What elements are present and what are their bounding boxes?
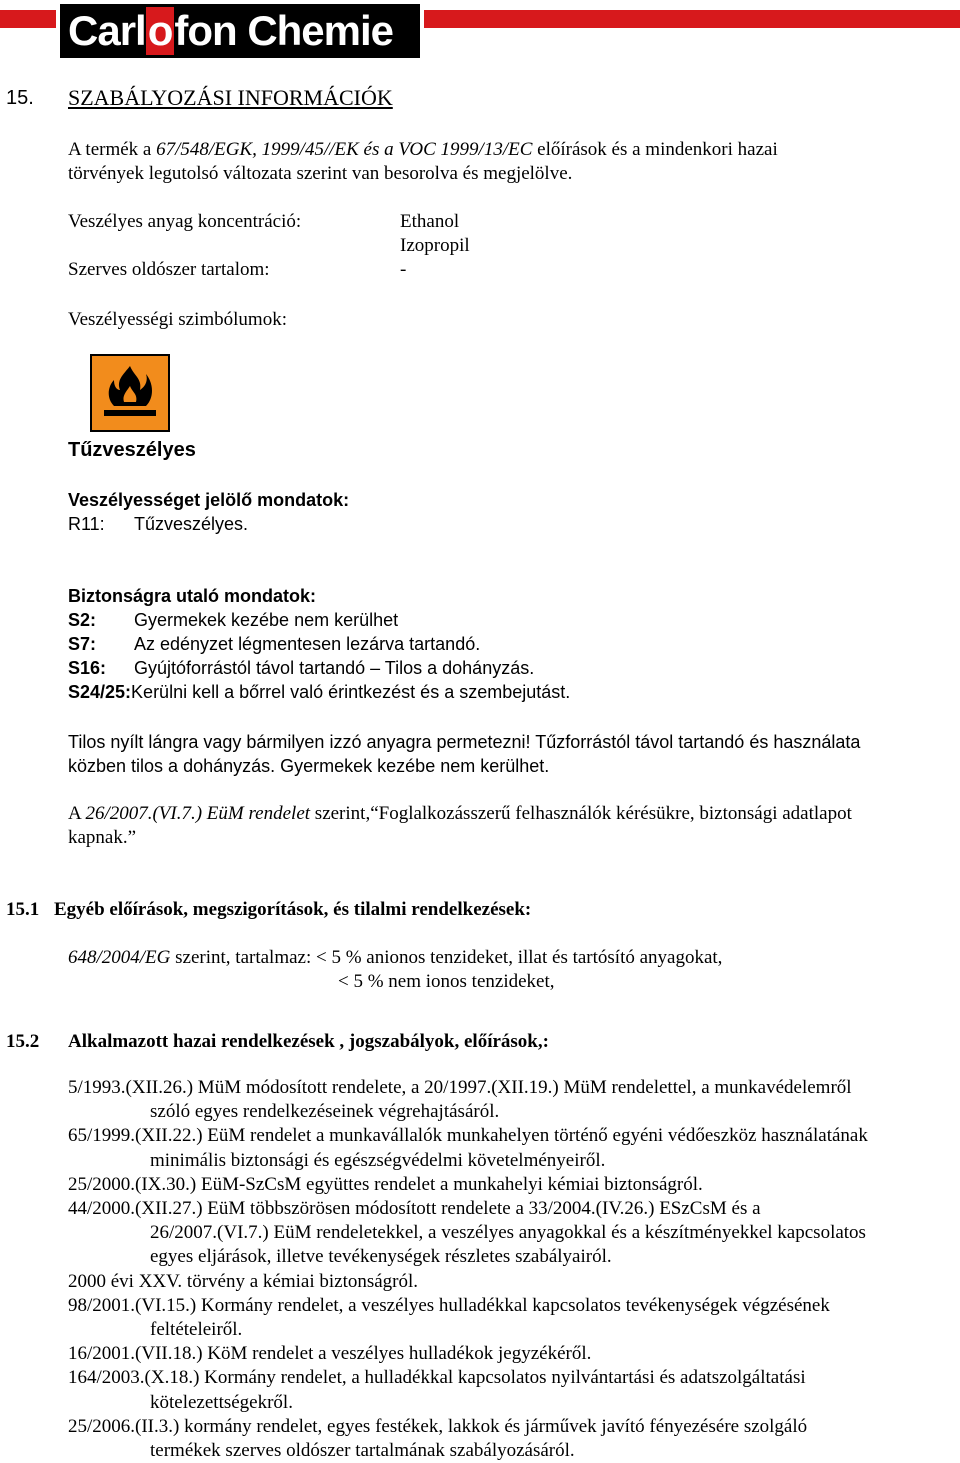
law-list-line: szóló egyes rendelkezéseinek végrehajtásáról. bbox=[150, 1101, 500, 1123]
s-phrase-code: S2: bbox=[68, 610, 97, 630]
law-list-line: 25/2006.(II.3.) kormány rendelet, egyes festékek, lakkok és járművek javító fényezésére szolgáló bbox=[68, 1415, 808, 1437]
s-phrase-s16 bbox=[68, 656, 534, 680]
law-list-line: termékek szerves oldószer tartalmának szabályozásáról. bbox=[150, 1440, 575, 1461]
decree-line-2: kapnak.” bbox=[68, 827, 137, 848]
s-phrase-text: Gyújtóforrástól távol tartandó – Tilos a dohányzás. bbox=[134, 658, 535, 678]
logo-text-pre: Carl bbox=[68, 7, 146, 54]
s-phrase-code: S16: bbox=[68, 658, 107, 678]
r-phrases-title: Veszélyességet jelölő mondatok: bbox=[68, 490, 350, 510]
decree-reference: 26/2007.(VI.7.) EüM rendelet bbox=[85, 803, 311, 824]
law-list-line: 2000 évi XXV. törvény a kémiai biztonságról. bbox=[68, 1270, 419, 1292]
company-logo bbox=[60, 4, 420, 58]
solvent-label: Szerves oldószer tartalom: bbox=[68, 259, 270, 280]
s-phrase-s24-25 bbox=[68, 680, 570, 704]
intro-post: előírások és a mindenkori hazai bbox=[532, 139, 778, 160]
header-bar-left bbox=[0, 10, 56, 28]
sub1-line-1 bbox=[68, 946, 722, 970]
s-phrase-s2 bbox=[68, 608, 398, 632]
concentration-value-2: Izopropil bbox=[400, 235, 470, 256]
section-title: SZABÁLYOZÁSI INFORMÁCIÓK bbox=[68, 85, 393, 110]
law-list-line: 16/2001.(VII.18.) KöM rendelet a veszélyes hulladékok jegyzékéről. bbox=[68, 1343, 592, 1365]
decree-post: szerint,“Foglalkozásszerű felhasználók kérésükre, biztonsági adatlapot bbox=[310, 803, 852, 824]
s-phrase-text: Az edényzet légmentesen lezárva tartandó. bbox=[134, 634, 481, 654]
law-list-line: 98/2001.(VI.15.) Kormány rendelet, a veszélyes hulladékkal kapcsolatos tevékenységek végzésének bbox=[68, 1294, 830, 1316]
intro-line-1 bbox=[68, 138, 778, 162]
law-list-line: 5/1993.(XII.26.) MüM módosított rendelete, a 20/1997.(XII.19.) MüM rendelettel, a munkavédelemről bbox=[68, 1077, 852, 1098]
logo-text-o: o bbox=[147, 7, 173, 54]
warning-line-2: közben tilos a dohányzás. Gyermekek kezébe nem kerülhet. bbox=[68, 756, 550, 776]
hazard-caption: Tűzveszélyes bbox=[68, 439, 196, 461]
s-phrase-text: Kerülni kell a bőrrel való érintkezést és a szembejutást. bbox=[131, 682, 571, 702]
flame-icon bbox=[96, 360, 164, 426]
law-list-line: egyes eljárások, illetve tevékenységek részletes szabályairól. bbox=[150, 1246, 612, 1268]
logo-text-post: fon Chemie bbox=[174, 7, 394, 54]
sub1-reference: 648/2004/EG bbox=[68, 947, 171, 968]
concentration-label: Veszélyes anyag koncentráció: bbox=[68, 211, 302, 232]
law-list-line: 25/2000.(IX.30.) EüM-SzCsM együttes rendelet a munkahelyi kémiai biztonságról. bbox=[68, 1173, 703, 1195]
solvent-value: - bbox=[400, 259, 407, 280]
law-list-line: feltételeiről. bbox=[150, 1319, 243, 1340]
intro-pre: A termék a bbox=[68, 139, 157, 160]
r-phrase-r11 bbox=[68, 512, 248, 536]
warning-line-1: Tilos nyílt lángra vagy bármilyen izzó anyagra permetezni! Tűzforrástól távol tartandó és használata bbox=[68, 732, 861, 752]
sub2-number: 15.2 bbox=[6, 1031, 40, 1052]
intro-regulations: 67/548/EGK, 1999/45//EK és a VOC 1999/13/EC bbox=[156, 139, 533, 160]
law-list-line: kötelezettségekről. bbox=[150, 1391, 293, 1413]
s-phrases-title: Biztonságra utaló mondatok: bbox=[68, 586, 317, 606]
law-list-line: minimális biztonsági és egészségvédelmi követelményeiről. bbox=[150, 1149, 606, 1171]
law-list-line: 164/2003.(X.18.) Kormány rendelet, a hulladékkal kapcsolatos nyilvántartási és adatszolgáltatási bbox=[68, 1367, 806, 1389]
law-list-line: 26/2007.(VI.7.) EüM rendeletekkel, a veszélyes anyagokkal és a készítményekkel kapcsolatos bbox=[150, 1222, 866, 1244]
sub1-title: Egyéb előírások, megszigorítások, és tilalmi rendelkezések: bbox=[54, 899, 532, 920]
concentration-value-1: Ethanol bbox=[400, 211, 460, 232]
flammable-hazard-symbol bbox=[90, 354, 170, 432]
symbols-label: Veszélyességi szimbólumok: bbox=[68, 309, 287, 330]
sub1-number: 15.1 bbox=[6, 899, 40, 920]
section-number: 15. bbox=[6, 87, 34, 109]
intro-line-2: törvények legutolsó változata szerint van besorolva és megjelölve. bbox=[68, 163, 573, 184]
s-phrase-code: S7: bbox=[68, 634, 97, 654]
law-list-line: 44/2000.(XII.27.) EüM többszörösen módosított rendelete a 33/2004.(IV.26.) ESzCsM és a bbox=[68, 1198, 761, 1219]
decree-pre: A bbox=[68, 803, 86, 824]
header-bar-right bbox=[424, 10, 960, 28]
sub1-text: szerint, tartalmaz: < 5 % anionos tenzideket, illat és tartósító anyagokat, bbox=[170, 947, 723, 968]
sub1-line-2: < 5 % nem ionos tenzideket, bbox=[338, 971, 555, 992]
s-phrase-text: Gyermekek kezébe nem kerülhet bbox=[134, 610, 399, 630]
decree-line-1 bbox=[68, 802, 852, 826]
law-list-line: 65/1999.(XII.22.) EüM rendelet a munkavállalók munkahelyen történő egyéni védőeszköz használatának bbox=[68, 1125, 868, 1147]
sub2-title: Alkalmazott hazai rendelkezések , jogszabályok, előírások,: bbox=[68, 1031, 549, 1052]
r-phrase-code: R11: bbox=[68, 514, 105, 534]
r-phrase-text: Tűzveszélyes. bbox=[134, 514, 249, 534]
s-phrase-code: S24/25: bbox=[68, 682, 132, 702]
s-phrase-s7 bbox=[68, 632, 480, 656]
